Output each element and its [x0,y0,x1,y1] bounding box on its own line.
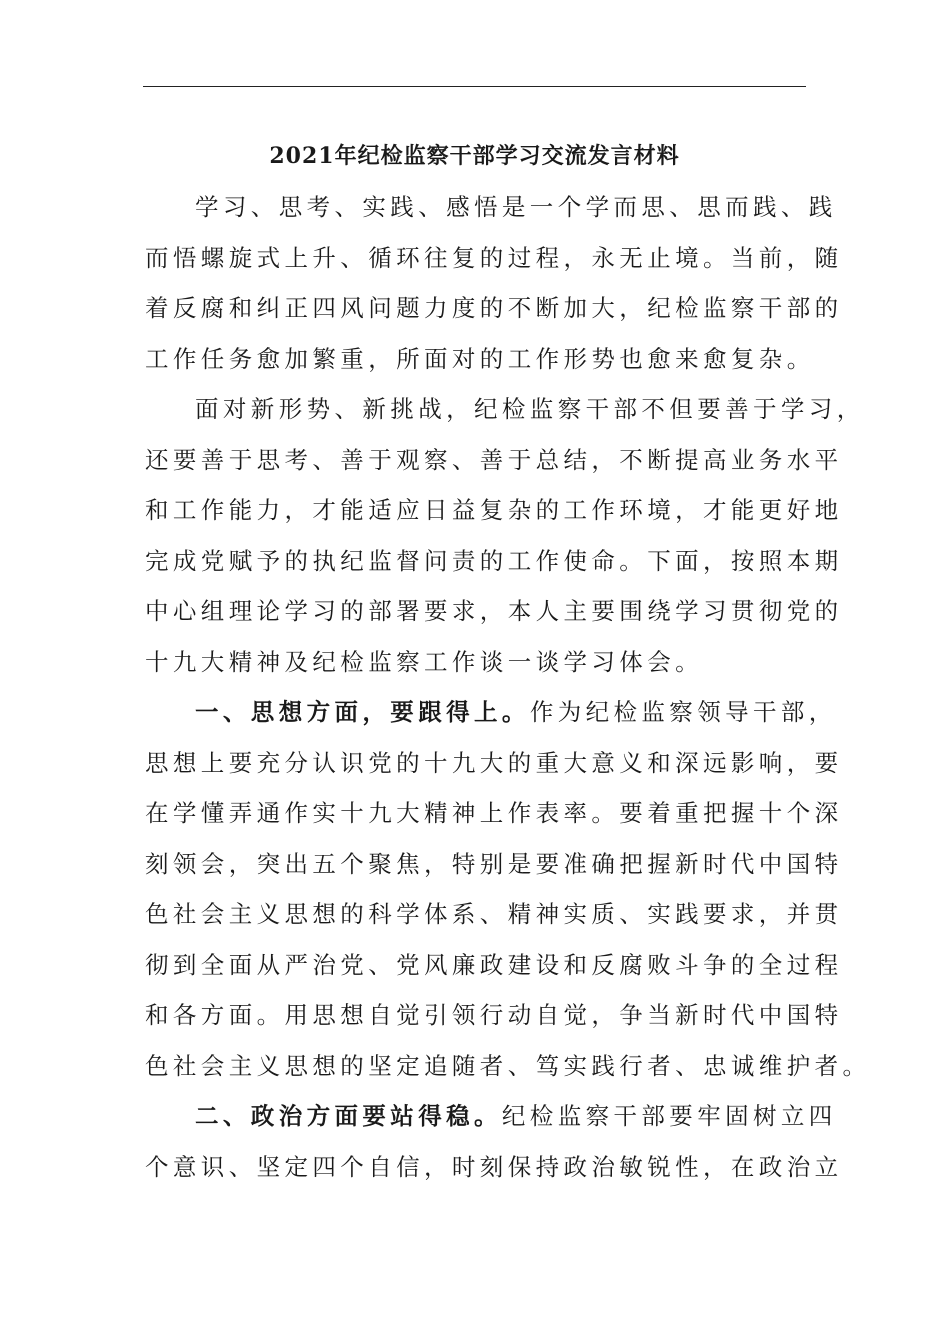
text-line: 色社会主义思想的坚定追随者、笃实践行者、忠诚维护者。 [145,1051,871,1080]
paragraph [145,687,871,1091]
text-line: 而悟螺旋式上升、循环往复的过程，永无止境。当前，随 [145,243,843,272]
paragraph [145,384,865,687]
text-line: 中心组理论学习的部署要求，本人主要围绕学习贯彻党的 [145,597,843,625]
text-line: 学习、思考、实践、感悟是一个学而思、思而践、践 [195,193,837,221]
text-line: 在学懂弄通作实十九大精神上作表率。要着重把握十个深 [145,799,843,827]
text-line: 刻领会，突出五个聚焦，特别是要准确把握新时代中国特 [145,849,843,878]
text-line: 和各方面。用思想自觉引领行动自觉，争当新时代中国特 [145,1001,843,1029]
text-line: 面对新形势、新挑战，纪检监察干部不但要善于学习， [195,395,865,423]
text-line [145,687,837,738]
text-line: 工作任务愈加繁重，所面对的工作形势也愈来愈复杂。 [145,344,815,373]
heading-continuation: 纪检监察干部要牢固树立四 [501,1102,837,1130]
section-heading: 二、政治方面要站得稳。 [195,1102,502,1130]
document-body [145,182,871,1192]
text-line: 完成党赋予的执纪监督问责的工作使命。下面，按照本期 [145,546,843,575]
paragraph [145,182,843,384]
heading-continuation: 作为纪检监察领导干部， [529,698,837,726]
text-line: 还要善于思考、善于观察、善于总结，不断提高业务水平 [145,445,843,474]
paragraph [145,1091,843,1192]
text-line: 色社会主义思想的科学体系、精神实质、实践要求，并贯 [145,900,843,928]
text-line: 个意识、坚定四个自信，时刻保持政治敏锐性，在政治立 [145,1152,843,1181]
text-line: 思想上要充分认识党的十九大的重大意义和深远影响，要 [145,748,843,777]
text-line [145,1091,837,1142]
document-title: 2021年纪检监察干部学习交流发言材料 [269,143,680,169]
section-heading: 一、思想方面，要跟得上。 [195,698,530,726]
text-line: 彻到全面从严治党、党风廉政建设和反腐败斗争的全过程 [145,950,843,979]
text-line: 十九大精神及纪检监察工作谈一谈学习体会。 [145,647,703,676]
header-rule [143,86,806,87]
text-line: 着反腐和纠正四风问题力度的不断加大，纪检监察干部的 [145,294,843,322]
text-line: 和工作能力，才能适应日益复杂的工作环境，才能更好地 [145,496,843,524]
